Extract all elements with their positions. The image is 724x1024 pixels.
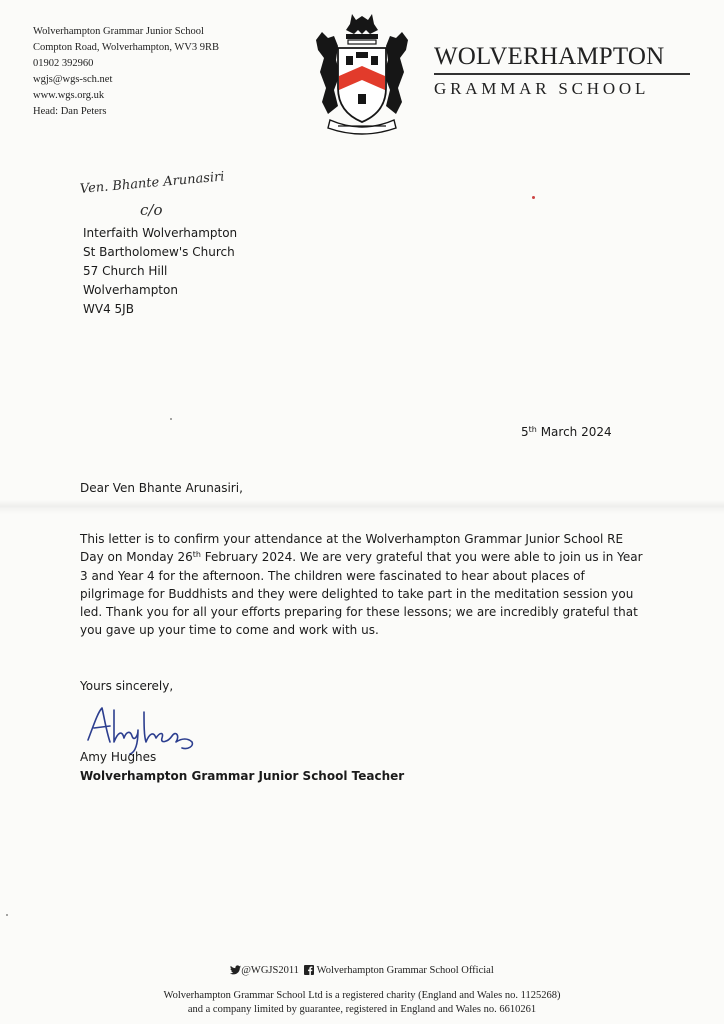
footer-legal-text xyxy=(0,989,724,1017)
recipient-address-block xyxy=(83,224,237,319)
closing: Yours sincerely, xyxy=(80,679,174,693)
school-wordmark xyxy=(434,44,690,99)
body-line xyxy=(80,548,643,566)
facebook-icon xyxy=(304,965,314,975)
facebook-page: Wolverhampton Grammar School Official xyxy=(316,965,494,976)
school-phone-line: 01902 392960 xyxy=(33,58,94,69)
paper-fold-crease xyxy=(0,500,724,514)
body-line-2-start: Day on Monday 26 xyxy=(80,550,193,565)
wordmark-line-2: GRAMMAR SCHOOL xyxy=(434,78,650,98)
twitter-icon xyxy=(230,965,241,975)
recipient-line: Interfaith Wolverhampton xyxy=(83,226,238,240)
body-line: led. Thank you for all your efforts preparing for these lessons; we are incredibly grateful that xyxy=(80,605,638,620)
school-street-line: Compton Road, Wolverhampton, WV3 9RB xyxy=(33,42,220,53)
body-line-2-suffix: th xyxy=(192,550,201,560)
handwritten-addressee: Ven. Bhante Arunasiri xyxy=(79,169,226,197)
school-head-line: Head: Dan Peters xyxy=(33,106,107,117)
body-line: 3 and Year 4 for the afternoon. The children were fascinated to hear about places of xyxy=(80,568,585,583)
school-email-line: wgjs@wgs-sch.net xyxy=(33,74,113,85)
footer-social-line xyxy=(0,965,724,976)
body-line: pilgrimage for Buddhists and they were delighted to take part in the meditation session you xyxy=(80,586,634,601)
legal-line-2: and a company limited by guarantee, registered in England and Wales no. 6610261 xyxy=(187,1004,537,1015)
scan-speck xyxy=(6,914,8,916)
body-line: you gave up your time to come and work with us. xyxy=(80,623,379,638)
signer-name: Amy Hughes xyxy=(80,750,157,764)
body-line-2-end: February 2024. We are very grateful that you were able to join us in Year xyxy=(200,550,643,565)
school-address-block xyxy=(33,24,219,120)
wordmark-rule xyxy=(434,73,690,75)
salutation: Dear Ven Bhante Arunasiri, xyxy=(80,481,243,495)
handwritten-care-of: c/o xyxy=(140,201,163,219)
recipient-line: Wolverhampton xyxy=(83,283,178,297)
date-day: 5 xyxy=(521,425,529,439)
school-crest-icon xyxy=(312,10,412,138)
recipient-line: WV4 5JB xyxy=(83,302,134,316)
letter-body xyxy=(80,530,643,640)
signer-title: Wolverhampton Grammar Junior School Teacher xyxy=(80,769,405,783)
date-month-year: March 2024 xyxy=(540,425,612,439)
letter-date xyxy=(521,425,612,439)
school-name-line: Wolverhampton Grammar Junior School xyxy=(33,26,204,37)
body-line: This letter is to confirm your attendance at the Wolverhampton Grammar Junior School RE xyxy=(80,532,624,546)
recipient-line: 57 Church Hill xyxy=(83,264,168,278)
scan-speck xyxy=(170,418,172,420)
date-suffix: th xyxy=(528,425,537,434)
scan-speck xyxy=(532,196,535,199)
wordmark-line-1: WOLVERHAMPTON xyxy=(434,43,665,70)
school-website-line: www.wgs.org.uk xyxy=(33,90,105,101)
recipient-line: St Bartholomew's Church xyxy=(83,245,235,259)
twitter-handle: @WGJS2011 xyxy=(241,965,299,976)
legal-line-1: Wolverhampton Grammar School Ltd is a registered charity (England and Wales no. 1125268) xyxy=(163,990,561,1001)
